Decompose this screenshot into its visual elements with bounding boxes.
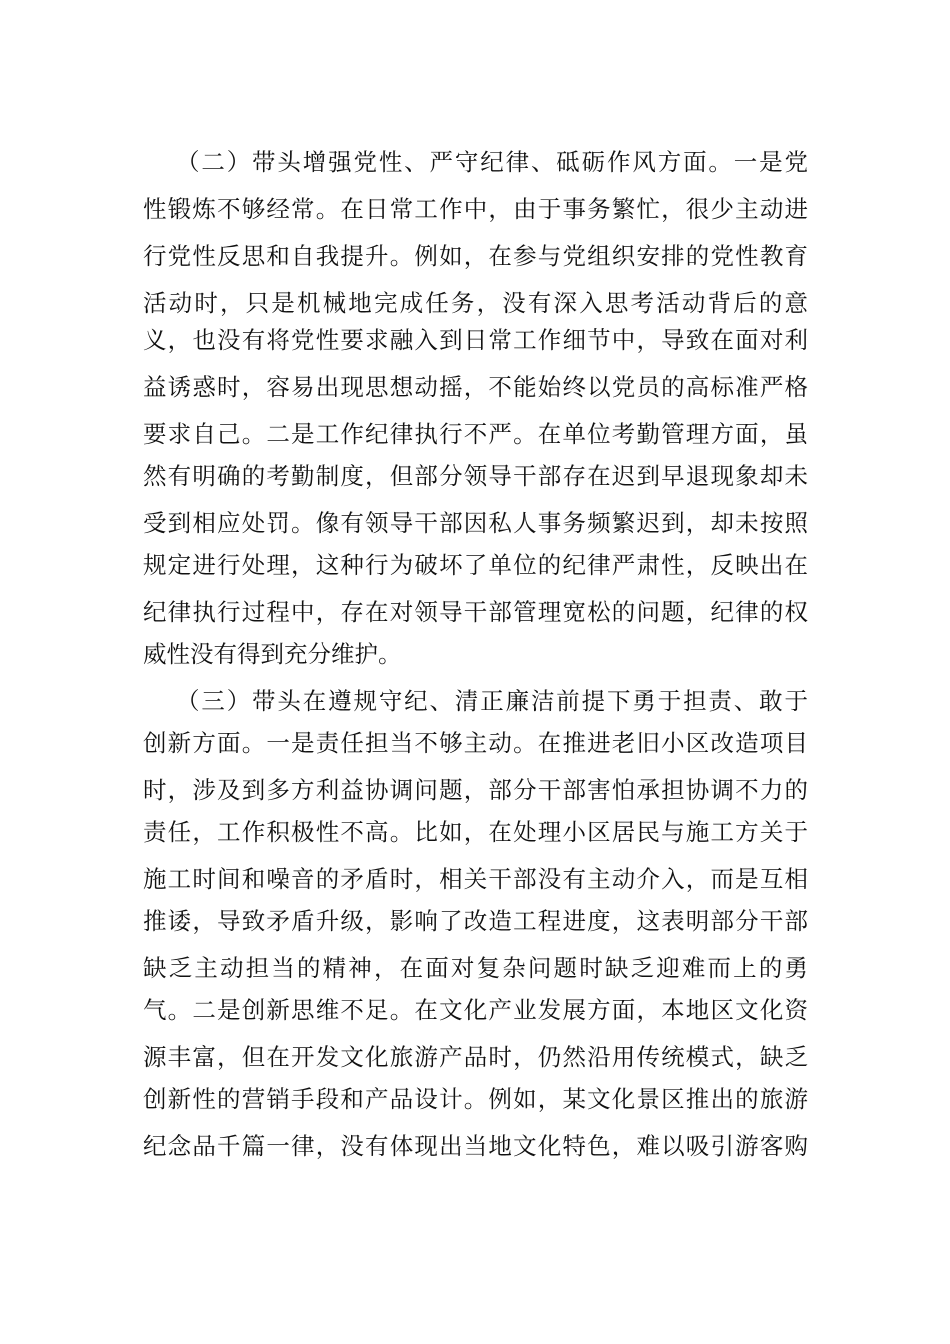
text-line: 性锻炼不够经常。在日常工作中，由于事务繁忙，很少主动进	[143, 195, 808, 223]
paragraph-2-heading-line: （二）带头增强党性、严守纪律、砥砺作风方面。一是党	[176, 148, 808, 176]
text-line: 时，涉及到多方利益协调问题，部分干部害怕承担协调不力的	[143, 776, 808, 804]
text-line: 施工时间和噪音的矛盾时，相关干部没有主动介入，而是互相	[143, 865, 808, 893]
text-line: 气。二是创新思维不足。在文化产业发展方面，本地区文化资	[143, 996, 808, 1024]
paragraph-3-heading-line: （三）带头在遵规守纪、清正廉洁前提下勇于担责、敢于	[176, 687, 808, 715]
text-line: 威性没有得到充分维护。	[143, 640, 402, 668]
text-line: 创新性的营销手段和产品设计。例如，某文化景区推出的旅游	[143, 1085, 808, 1113]
text-line: 要求自己。二是工作纪律执行不严。在单位考勤管理方面，虽	[143, 420, 808, 448]
text-line: 受到相应处罚。像有领导干部因私人事务频繁迟到，却未按照	[143, 509, 808, 537]
text-line: 纪念品千篇一律，没有体现出当地文化特色，难以吸引游客购	[143, 1132, 808, 1160]
text-line: 规定进行处理，这种行为破坏了单位的纪律严肃性，反映出在	[143, 551, 808, 579]
text-line: 缺乏主动担当的精神，在面对复杂问题时缺乏迎难而上的勇	[143, 954, 808, 982]
text-line: 益诱惑时，容易出现思想动摇，不能始终以党员的高标准严格	[143, 373, 808, 401]
text-line: 然有明确的考勤制度，但部分领导干部存在迟到早退现象却未	[143, 462, 808, 490]
text-line: 责任，工作积极性不高。比如，在处理小区居民与施工方关于	[143, 818, 808, 846]
text-line: 创新方面。一是责任担当不够主动。在推进老旧小区改造项目	[143, 729, 808, 757]
text-line: 活动时，只是机械地完成任务，没有深入思考活动背后的意	[143, 289, 808, 317]
text-line: 纪律执行过程中，存在对领导干部管理宽松的问题，纪律的权	[143, 598, 808, 626]
text-line: 行党性反思和自我提升。例如，在参与党组织安排的党性教育	[143, 242, 808, 270]
text-line: 源丰富，但在开发文化旅游产品时，仍然沿用传统模式，缺乏	[143, 1043, 808, 1071]
text-line: 义，也没有将党性要求融入到日常工作细节中，导致在面对利	[143, 326, 808, 354]
text-line: 推诿，导致矛盾升级，影响了改造工程进度，这表明部分干部	[143, 907, 808, 935]
